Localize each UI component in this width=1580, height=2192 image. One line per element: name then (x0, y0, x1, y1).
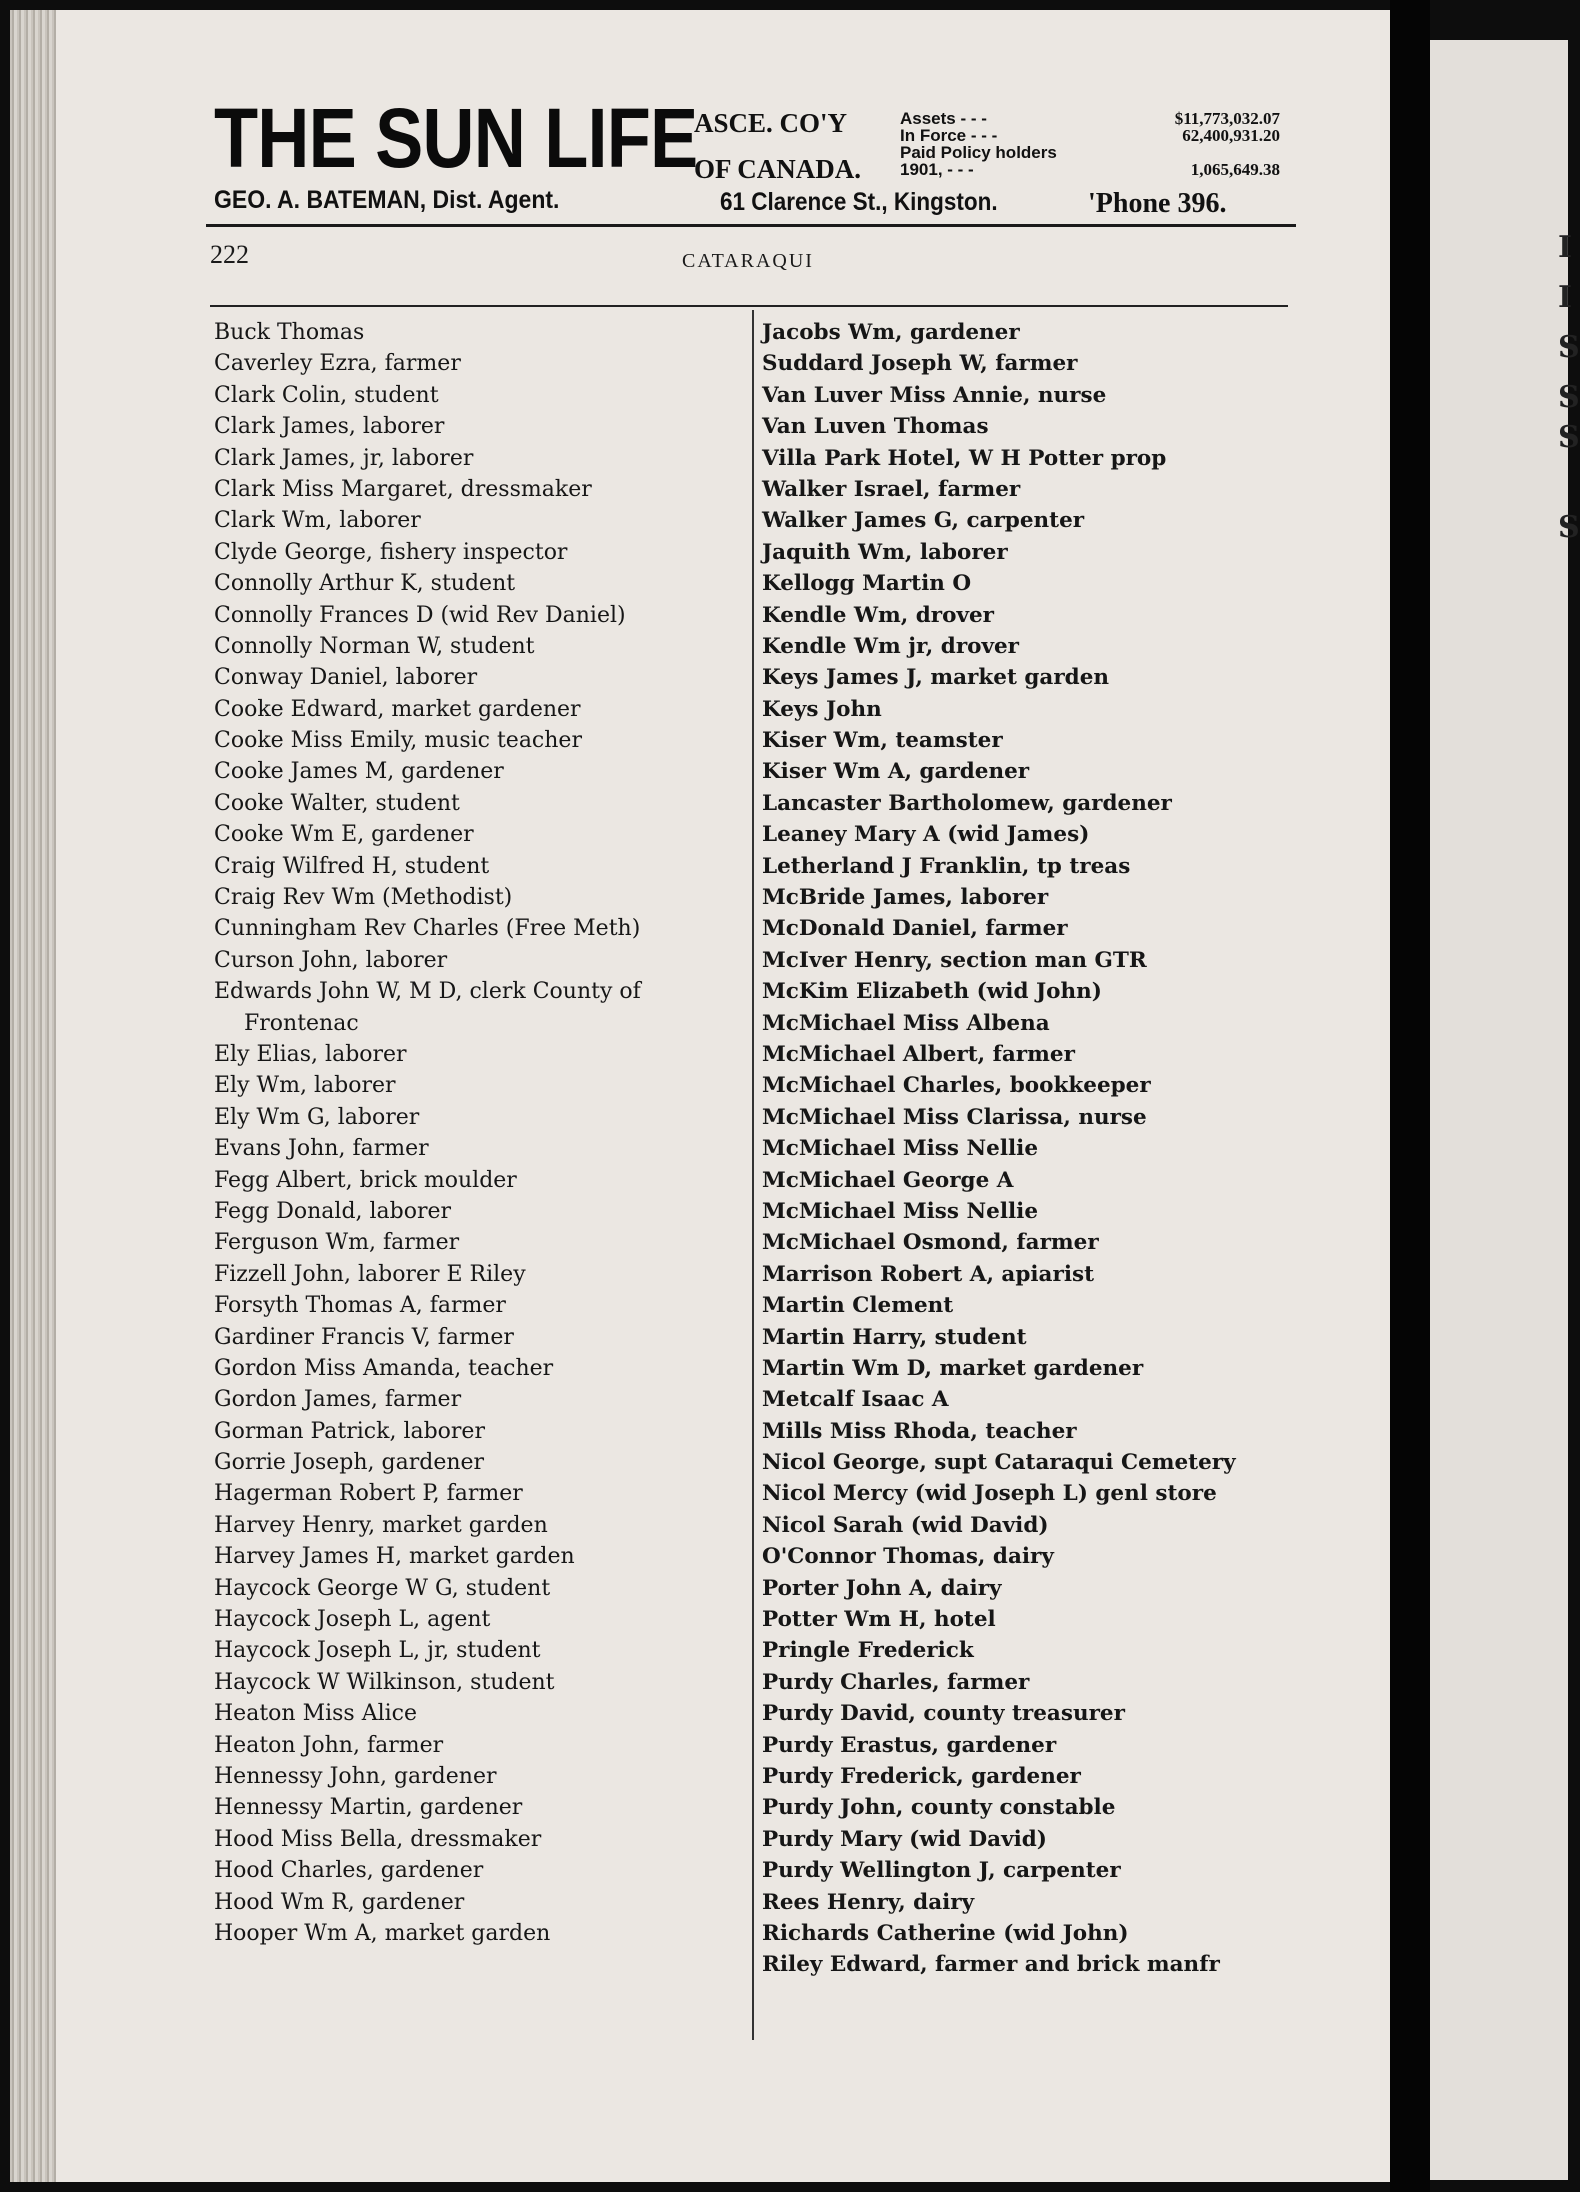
running-head-rule (210, 305, 1288, 307)
directory-entry: Fegg Albert, brick moulder (214, 1167, 517, 1193)
directory-entry: Fegg Donald, laborer (214, 1198, 452, 1224)
directory-entry: Clyde George, fishery inspector (214, 539, 568, 565)
directory-entry: Clark Miss Margaret, dressmaker (214, 476, 592, 502)
directory-entry: Pringle Frederick (762, 1638, 974, 1664)
ad-title: THE SUN LIFE (214, 91, 698, 185)
ad-address: 61 Clarence St., Kingston. (720, 188, 998, 216)
directory-entry: Metcalf Isaac A (762, 1387, 949, 1413)
directory-entry: O'Connor Thomas, dairy (762, 1544, 1054, 1570)
directory-entry: Jaquith Wm, laborer (762, 539, 1008, 565)
directory-entry: Martin Wm D, market gardener (762, 1355, 1144, 1381)
running-head: CATARAQUI (682, 250, 814, 272)
directory-entry: Forsyth Thomas A, farmer (214, 1293, 506, 1319)
directory-entry: Hood Wm R, gardener (214, 1889, 465, 1915)
ad-stat-row (900, 144, 1280, 161)
directory-entry: Kellogg Martin O (762, 571, 972, 597)
directory-entry: Martin Harry, student (762, 1324, 1027, 1350)
ad-company-line1: ASCE. CO'Y (694, 108, 848, 138)
ad-company-line2: OF CANADA. (694, 154, 861, 184)
ad-stat-value: $11,773,032.07 (1174, 109, 1280, 128)
ad-stat-value: 1,065,649.38 (1190, 160, 1280, 179)
header-advertisement (206, 91, 1298, 226)
directory-entry: Purdy David, county treasurer (762, 1701, 1125, 1727)
directory-entry: Cooke James M, gardener (214, 759, 504, 785)
directory-entry: McKim Elizabeth (wid John) (762, 979, 1102, 1005)
directory-entry: Kiser Wm A, gardener (762, 759, 1030, 785)
directory-entry: Fizzell John, laborer E Riley (214, 1261, 526, 1287)
directory-entry: Purdy Frederick, gardener (762, 1763, 1081, 1789)
left-column (214, 317, 748, 1949)
directory-entry: Connolly Frances D (wid Rev Daniel) (214, 602, 626, 628)
next-page-letter: S (1558, 330, 1580, 365)
directory-entry: Edwards John W, M D, clerk County of (214, 979, 641, 1005)
directory-entry: Haycock Joseph L, jr, student (214, 1638, 541, 1664)
ad-stats (900, 110, 1280, 178)
directory-entry: McBride James, laborer (762, 885, 1049, 911)
ad-stat-label: Paid Policy holders (900, 143, 1057, 162)
directory-entry: Van Luver Miss Annie, nurse (762, 382, 1107, 408)
directory-entry: Caverley Ezra, farmer (214, 351, 461, 377)
directory-entry: Suddard Joseph W, farmer (762, 351, 1078, 377)
directory-entry: Gorrie Joseph, gardener (214, 1450, 485, 1476)
directory-entry: Cooke Edward, market gardener (214, 696, 581, 722)
directory-entry: Walker Israel, farmer (762, 476, 1021, 502)
directory-entry: Porter John A, dairy (762, 1575, 1002, 1601)
directory-entry: McMichael Charles, bookkeeper (762, 1073, 1151, 1099)
directory-entry: Cunningham Rev Charles (Free Meth) (214, 916, 641, 942)
directory-entry: Purdy Erastus, gardener (762, 1732, 1057, 1758)
ad-stat-row (900, 161, 1280, 178)
directory-entry: Frontenac (244, 1010, 359, 1036)
directory-entry: Keys James J, market garden (762, 665, 1110, 691)
directory-entry: Ely Wm G, laborer (214, 1104, 420, 1130)
ad-stat-label: 1901, - - - (900, 160, 974, 179)
directory-entry: Walker James G, carpenter (762, 508, 1085, 534)
ad-agent: GEO. A. BATEMAN, Dist. Agent. (214, 186, 560, 214)
directory-entry: McMichael Miss Nellie (762, 1198, 1039, 1224)
directory-entry: Connolly Norman W, student (214, 633, 535, 659)
directory-entry: Purdy Wellington J, carpenter (762, 1858, 1121, 1884)
column-divider (752, 310, 754, 2040)
directory-entry: Gordon James, farmer (214, 1387, 462, 1413)
ad-stat-value: 62,400,931.20 (1182, 126, 1280, 145)
directory-entry: Clark James, laborer (214, 414, 445, 440)
directory-entry: Gorman Patrick, laborer (214, 1418, 485, 1444)
directory-entry: Cooke Wm E, gardener (214, 822, 474, 848)
directory-entry: Leaney Mary A (wid James) (762, 822, 1090, 848)
directory-entry: Lancaster Bartholomew, gardener (762, 790, 1172, 816)
directory-entry: Marrison Robert A, apiarist (762, 1261, 1095, 1287)
directory-entry: McMichael Miss Clarissa, nurse (762, 1104, 1147, 1130)
directory-entry: Harvey Henry, market garden (214, 1512, 548, 1538)
directory-entry: Conway Daniel, laborer (214, 665, 478, 691)
directory-entry: Nicol Mercy (wid Joseph L) genl store (762, 1481, 1217, 1507)
directory-entry: Hood Charles, gardener (214, 1858, 484, 1884)
directory-entry: Hennessy Martin, gardener (214, 1795, 523, 1821)
directory-entry: Haycock W Wilkinson, student (214, 1669, 555, 1695)
directory-entry: Cooke Miss Emily, music teacher (214, 728, 582, 754)
directory-entry: Clark Wm, laborer (214, 508, 421, 534)
directory-entry: Purdy John, county constable (762, 1795, 1116, 1821)
directory-entry: Harvey James H, market garden (214, 1544, 575, 1570)
directory-entry: Purdy Charles, farmer (762, 1669, 1030, 1695)
directory-entry: Haycock George W G, student (214, 1575, 551, 1601)
directory-entry: Kiser Wm, teamster (762, 728, 1003, 754)
directory-entry: McIver Henry, section man GTR (762, 947, 1147, 973)
ad-stat-row (900, 110, 1280, 127)
directory-entry: Villa Park Hotel, W H Potter prop (762, 445, 1167, 471)
directory-entry: Hood Miss Bella, dressmaker (214, 1826, 542, 1852)
directory-entry: Connolly Arthur K, student (214, 571, 516, 597)
directory-entry: Hennessy John, gardener (214, 1763, 497, 1789)
directory-entry: McMichael Miss Albena (762, 1010, 1050, 1036)
directory-entry: Heaton Miss Alice (214, 1701, 418, 1727)
directory-entry: Ferguson Wm, farmer (214, 1230, 460, 1256)
directory-entry: Buck Thomas (214, 320, 365, 345)
directory-entry: Ely Elias, laborer (214, 1041, 407, 1067)
directory-entry: McMichael Miss Nellie (762, 1136, 1039, 1162)
directory-entry: Kendle Wm, drover (762, 602, 994, 628)
ad-stat-label: Assets - - - (900, 109, 987, 128)
directory-entry: Ely Wm, laborer (214, 1073, 396, 1099)
directory-page (10, 10, 1390, 2182)
directory-entry: Richards Catherine (wid John) (762, 1920, 1129, 1946)
directory-entry: Rees Henry, dairy (762, 1889, 975, 1915)
directory-entry: Letherland J Franklin, tp treas (762, 853, 1131, 879)
directory-entry: Keys John (762, 696, 882, 722)
directory-entry: Cooke Walter, student (214, 790, 460, 816)
directory-entry: Jacobs Wm, gardener (762, 320, 1020, 345)
directory-entry: Nicol George, supt Cataraqui Cemetery (762, 1450, 1236, 1476)
directory-entry: Mills Miss Rhoda, teacher (762, 1418, 1077, 1444)
directory-entry: McMichael Osmond, farmer (762, 1230, 1099, 1256)
book-gutter (1390, 0, 1430, 2192)
directory-entry: McMichael Albert, farmer (762, 1041, 1075, 1067)
next-page-letter: S (1558, 420, 1580, 455)
directory-entry: Curson John, laborer (214, 947, 448, 973)
next-page-letter: S (1558, 380, 1580, 415)
directory-entry: Hagerman Robert P, farmer (214, 1481, 523, 1507)
directory-entry: Craig Rev Wm (Methodist) (214, 885, 513, 911)
directory-entry: Clark James, jr, laborer (214, 445, 474, 471)
header-rule (206, 224, 1296, 227)
directory-entry: Riley Edward, farmer and brick manfr (762, 1952, 1220, 1978)
directory-entry: Van Luven Thomas (762, 414, 989, 440)
directory-entry: Gardiner Francis V, farmer (214, 1324, 514, 1350)
ad-phone: 'Phone 396. (1088, 188, 1227, 219)
page-number: 222 (210, 240, 249, 269)
directory-entry: McMichael George A (762, 1167, 1014, 1193)
directory-entry: Martin Clement (762, 1293, 954, 1319)
directory-entry: McDonald Daniel, farmer (762, 916, 1068, 942)
directory-entry: Clark Colin, student (214, 382, 439, 408)
ad-stat-label: In Force - - - (900, 126, 998, 145)
directory-entry: Hooper Wm A, market garden (214, 1920, 551, 1946)
directory-entry: Heaton John, farmer (214, 1732, 444, 1758)
next-page-letter: S (1558, 510, 1580, 545)
right-column (762, 317, 1292, 1981)
directory-entry: Potter Wm H, hotel (762, 1607, 996, 1633)
directory-entry: Evans John, farmer (214, 1136, 429, 1162)
directory-entry: Gordon Miss Amanda, teacher (214, 1355, 554, 1381)
next-page-letter: I (1558, 280, 1573, 315)
adjacent-page-fragment (1430, 40, 1580, 2180)
directory-entry: Haycock Joseph L, agent (214, 1607, 491, 1633)
directory-entry: Kendle Wm jr, drover (762, 633, 1019, 659)
directory-entry: Purdy Mary (wid David) (762, 1826, 1047, 1852)
page-edge (10, 10, 56, 2182)
ad-stat-row (900, 127, 1280, 144)
directory-entry: Craig Wilfred H, student (214, 853, 490, 879)
next-page-letter: I (1558, 230, 1573, 265)
directory-entry: Nicol Sarah (wid David) (762, 1512, 1049, 1538)
